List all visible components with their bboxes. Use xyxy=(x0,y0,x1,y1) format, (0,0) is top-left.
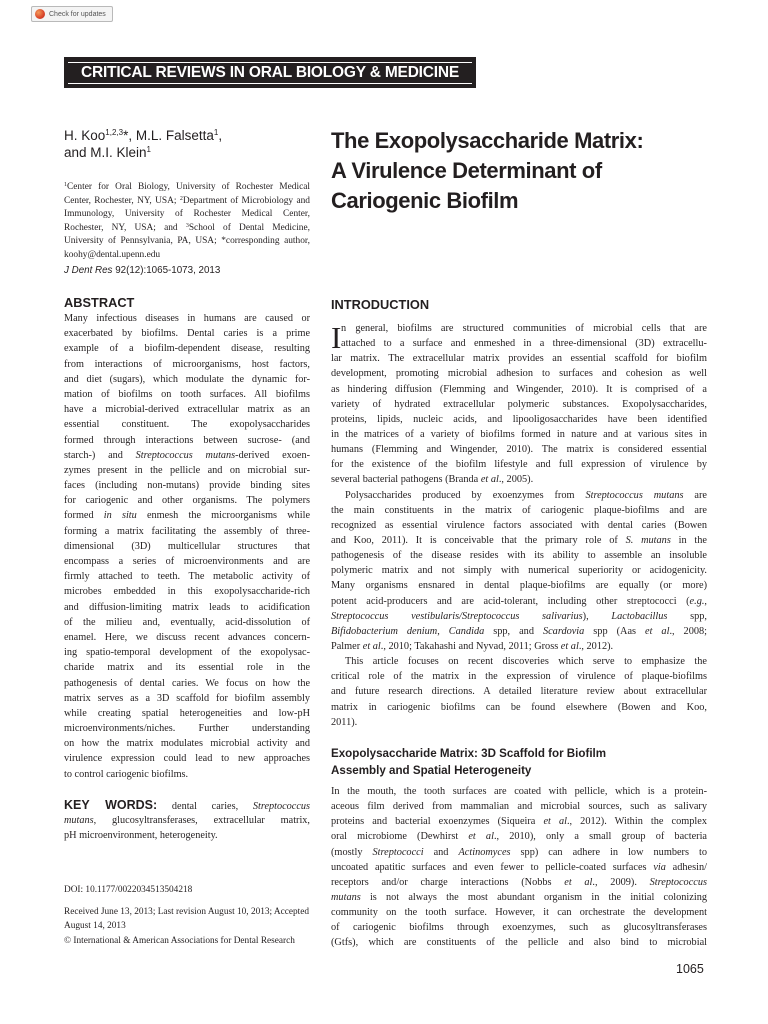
text-line xyxy=(64,478,310,493)
text-segment: enamel. Here, we discuss recent advances concern- xyxy=(64,631,310,643)
text-segment: is not always the most abundant organism in the initial colonizing xyxy=(360,891,707,903)
text-segment: and diet (sugars), which modulate the dynamic for- xyxy=(64,373,310,385)
text-segment: S. mutans xyxy=(625,534,671,546)
keywords-text: pH microenvironment, heterogeneity. xyxy=(64,830,218,842)
text-segment: and Koo, 2011). It is conceivable that the primary role of xyxy=(331,534,626,546)
text-segment: and future research directions. A detailed literature review about extracellular xyxy=(331,686,707,698)
text-line xyxy=(64,615,310,630)
text-line xyxy=(64,341,310,356)
affiliation-text: Department of Microbiology and Immunology, University of Rochester Medical Center, Rochester, NY, USA; and xyxy=(64,195,310,233)
text-line xyxy=(331,457,707,472)
check-for-updates-label: Check for updates xyxy=(49,10,106,18)
text-segment: proteins, lipids, nucleic acids, and lipooligosaccharides have been identified xyxy=(331,413,707,425)
introduction-body xyxy=(331,321,707,730)
text-segment: community on the tooth surface. However, it can orchestrate the development xyxy=(331,907,707,919)
text-segment: aceous film derived from mammalian and microbial sources, such as salivary xyxy=(331,801,707,813)
text-segment: matrix in cariogenic biofilms can be found elsewhere (Bowen and Koo, xyxy=(331,701,707,713)
text-segment: lar matrix. The extracellular matrix provides an essential scaffold for biofilm xyxy=(331,353,707,365)
copyright: © International & American Associations for Dental Research xyxy=(64,936,295,946)
doi: DOI: 10.1177/0022034513504218 xyxy=(64,885,193,895)
text-line xyxy=(64,751,310,766)
affiliation-number: 1 xyxy=(64,182,67,188)
text-segment: have a microbial-derived extracellular matrix as an xyxy=(64,404,310,416)
text-segment: encompass a series of microenvironments and are xyxy=(64,556,310,567)
text-segment: of the milieu and, eventually, acid-dissolution of xyxy=(64,616,310,628)
text-line xyxy=(64,402,310,417)
citation xyxy=(64,265,310,276)
text-line xyxy=(331,609,707,624)
text-segment: et al xyxy=(564,876,593,888)
text-segment: example of a biofilm-dependent disease, resulting xyxy=(64,343,310,355)
crossmark-icon xyxy=(35,9,45,19)
text-segment: via xyxy=(653,861,666,873)
text-segment: Streptococcus vestibularis/Streptococcus salivarius xyxy=(331,610,583,622)
text-segment: microbes embedded in this exopolysaccharide-rich xyxy=(64,586,310,598)
text-segment: spp, xyxy=(667,610,708,622)
text-segment: Streptococcus xyxy=(649,876,707,888)
text-segment: to control cariogenic biofilms. xyxy=(64,768,189,780)
abstract-body xyxy=(64,311,310,782)
text-segment: polymeric matrix and not simply with numerical superiority or acidogenicity. xyxy=(331,565,707,577)
title-line: The Exopolysaccharide Matrix: xyxy=(331,128,644,153)
text-segment: pathogenesis of the disease resides with its ability to assemble an insoluble xyxy=(331,550,707,562)
text-line xyxy=(64,569,310,584)
author-name: *, M.L. Falsetta xyxy=(123,128,214,143)
text-line xyxy=(331,624,707,639)
text-line xyxy=(64,326,310,341)
text-segment: n general, biofilms are structured communities of microbial cells that are xyxy=(341,323,707,334)
article-title xyxy=(331,126,711,216)
text-segment: humans (Flemming and Wingender, 2010). The matrix is considered essential xyxy=(331,444,707,456)
text-segment: spp (Aas xyxy=(584,625,646,637)
text-segment: of cariogenic biofilms through exoenzymes, such as glucosyltransferases xyxy=(331,922,707,934)
text-line xyxy=(331,321,707,336)
text-segment: , xyxy=(704,595,707,607)
text-line xyxy=(331,669,707,684)
text-segment: e.g. xyxy=(689,595,705,607)
text-segment: from interactions of microorganisms, host factors, xyxy=(64,358,310,370)
text-segment: Lactobacillus xyxy=(611,610,668,622)
affiliation-text: Center for Oral Biology, University of Rochester Medical Center, Rochester, NY, USA; xyxy=(64,182,310,206)
text-line xyxy=(331,935,707,950)
text-segment: ., 2012). xyxy=(578,640,614,652)
text-segment: microenvironments/niches. Further understanding xyxy=(64,723,310,735)
text-segment: Scardovia xyxy=(542,625,585,637)
text-segment: dimensional (3D) multicellular structures that xyxy=(64,540,310,552)
text-segment: et al xyxy=(480,474,499,486)
title-line: A Virulence Determinant of xyxy=(331,158,602,183)
check-for-updates-button[interactable] xyxy=(31,6,113,22)
text-segment: ., 2008; xyxy=(669,625,708,637)
drop-cap: I xyxy=(331,320,342,355)
text-segment: mation of biofilms on tooth surfaces. All biofilms xyxy=(64,388,310,400)
text-line xyxy=(331,336,707,351)
text-segment: Palmer xyxy=(331,640,363,652)
affiliation-text: School of Dental Medicine, University of Pennsylvania, PA, USA; *corresponding author, koohy@dental.upenn.edu xyxy=(64,222,310,260)
text-line xyxy=(331,829,707,844)
text-segment: , xyxy=(437,625,449,637)
text-line xyxy=(331,905,707,920)
text-line xyxy=(331,700,707,715)
text-segment: ., 2010; Takahashi and Nyvad, 2011; Gross xyxy=(380,640,561,652)
text-segment: for cariogenic and other organisms. The polymers xyxy=(64,495,310,507)
text-segment: in situ xyxy=(103,510,137,522)
text-segment: Many infectious diseases in humans are caused or xyxy=(64,313,310,324)
text-segment: for the existence of the biofilm lifestyle and full expression of virulence by xyxy=(331,459,707,471)
text-segment: while creating spatial heterogeneities and low-pH xyxy=(64,707,310,719)
text-line xyxy=(64,357,310,372)
keywords-text: , glucosyltransferases, extracellular matrix, xyxy=(93,815,310,827)
abstract-heading: ABSTRACT xyxy=(64,295,135,310)
text-segment: critical role of the matrix in the expression of virulence of plaque-biofilms xyxy=(331,671,707,683)
text-segment: ., 2012). Within the complex xyxy=(566,816,708,828)
author-affiliation-sup: 1,2,3 xyxy=(105,128,124,137)
text-line xyxy=(64,463,310,478)
text-segment: zymes present in the pellicle and on microbial sur- xyxy=(64,464,310,476)
page-number: 1065 xyxy=(676,962,704,976)
text-segment: uncoated apatitic surfaces and even fewer to pellicle-coated surfaces xyxy=(331,861,654,873)
text-segment: in the xyxy=(670,534,708,546)
text-line xyxy=(331,548,707,563)
section-heading-line: Exopolysaccharide Matrix: 3D Scaffold for Biofilm xyxy=(331,747,607,760)
section-body xyxy=(331,784,707,951)
journal-abbreviation: J Dent Res xyxy=(64,265,113,276)
text-segment: in the matrices of a variety of biofilms formed in nature and at various sites in xyxy=(331,428,707,440)
text-segment: proteins and bacterial exoenzymes (Siqueira xyxy=(331,816,544,828)
text-segment: potent acid-producers and are acid-tolerant, including other streptococci ( xyxy=(331,595,690,607)
affiliations xyxy=(64,181,310,263)
section-heading xyxy=(331,745,606,779)
text-line xyxy=(331,412,707,427)
text-segment: Polysaccharides produced by exoenzymes from xyxy=(345,489,586,501)
text-line xyxy=(64,630,310,645)
journal-section-title: CRITICAL REVIEWS IN ORAL BIOLOGY & MEDICINE xyxy=(80,64,460,81)
text-segment: and xyxy=(423,846,459,858)
text-segment: ing spatio-temporal development of the exopolysac- xyxy=(64,647,310,659)
text-segment: ), xyxy=(582,610,612,622)
text-segment: mutans xyxy=(331,891,361,903)
text-line xyxy=(331,488,707,503)
text-segment: In the mouth, the tooth surfaces are coated with pellicle, which is a protein- xyxy=(331,786,707,797)
text-segment: attached to a surface and enmeshed in a three-dimensional (3D) extracellu- xyxy=(341,338,707,350)
text-segment: Streptococcus mutans xyxy=(585,489,684,501)
text-segment: starch-) and xyxy=(64,449,136,461)
author-separator: , xyxy=(218,128,223,143)
text-line xyxy=(331,351,707,366)
text-segment: ., 2009). xyxy=(592,876,650,888)
text-line xyxy=(331,654,707,669)
text-line xyxy=(331,442,707,457)
text-line xyxy=(331,397,707,412)
text-segment: are xyxy=(683,489,707,501)
text-segment: virulence expression could lead to new approaches xyxy=(64,753,310,765)
text-segment: Streptococci xyxy=(372,846,424,858)
text-segment: et al xyxy=(543,816,567,828)
text-segment: several bacterial pathogens (Branda xyxy=(331,474,481,486)
affiliation-number: 2 xyxy=(179,195,183,202)
author-list xyxy=(64,127,314,161)
text-line xyxy=(331,715,707,730)
keywords-heading: KEY WORDS: xyxy=(64,798,158,812)
text-line xyxy=(64,767,310,782)
keywords-text: mutans xyxy=(64,815,94,827)
text-line xyxy=(331,382,707,397)
text-line xyxy=(331,563,707,578)
text-segment: recognized as essential virulence factors associated with dental caries (Bowen xyxy=(331,519,707,531)
text-line xyxy=(331,427,707,442)
text-segment: Actinomyces xyxy=(458,846,511,858)
text-segment: on how the matrix modulates microbial activity and xyxy=(64,738,310,750)
text-segment: and diffusion-limiting matrix leads to acidification xyxy=(64,601,310,613)
text-segment: the main constituents in the matrix of cariogenic plaque-biofilms and are xyxy=(331,504,707,516)
text-line xyxy=(331,920,707,935)
text-segment: et al xyxy=(468,831,494,843)
author-name: H. Koo xyxy=(64,128,106,143)
text-line xyxy=(64,584,310,599)
keywords-text: dental caries, xyxy=(157,801,253,812)
author-name: and M.I. Klein xyxy=(64,145,147,160)
text-line xyxy=(64,706,310,721)
text-segment: essential constituent. The exopolysaccharides xyxy=(64,419,310,431)
text-segment: exacerbated by biofilms. Dental caries is a prime xyxy=(64,328,310,340)
text-line xyxy=(64,493,310,508)
text-segment: enmesh the microorganisms while xyxy=(136,510,310,522)
text-line xyxy=(331,684,707,699)
text-line xyxy=(64,417,310,432)
text-segment: Candida xyxy=(448,625,485,637)
text-segment: formed through interactions between sucrose- (and xyxy=(64,434,310,446)
section-heading-line: Assembly and Spatial Heterogeneity xyxy=(331,764,532,777)
text-line xyxy=(64,387,310,402)
title-line: Cariogenic Biofilm xyxy=(331,188,519,213)
text-line xyxy=(64,600,310,615)
received-dates: Received June 13, 2013; Last revision August 10, 2013; Accepted August 14, 2013 xyxy=(64,907,310,931)
affiliation-number: 3 xyxy=(185,222,189,229)
text-line xyxy=(64,736,310,751)
text-line xyxy=(64,645,310,660)
text-line xyxy=(331,578,707,593)
text-segment: as hindering diffusion (Flemming and Wingender, 2010). It is comprised of a xyxy=(331,383,707,395)
text-line xyxy=(331,875,707,890)
text-line xyxy=(64,554,310,569)
text-segment: ., 2005). xyxy=(498,474,534,486)
text-line xyxy=(331,814,707,829)
text-line xyxy=(64,433,310,448)
text-line xyxy=(331,594,707,609)
text-line xyxy=(64,676,310,691)
text-line xyxy=(64,508,310,523)
text-segment: formed xyxy=(64,510,104,522)
keywords xyxy=(64,798,310,844)
text-segment: forming a matrix facilitating the assembly of three- xyxy=(64,525,310,537)
text-segment: Bifidobacterium denium xyxy=(331,625,438,637)
text-line xyxy=(331,366,707,381)
journal-section-banner xyxy=(64,57,476,88)
text-segment: ., 2010), only a small group of bacteria xyxy=(493,831,707,843)
text-line xyxy=(331,845,707,860)
text-segment: adhesin/ xyxy=(665,861,708,873)
text-line xyxy=(64,372,310,387)
text-line xyxy=(331,518,707,533)
text-segment: firmly attached to teeth. The metabolic activity of xyxy=(64,571,310,583)
author-affiliation-sup: 1 xyxy=(146,145,151,154)
author-affiliation-sup: 1 xyxy=(213,128,219,137)
text-segment: oral microbiome (Dewhirst xyxy=(331,831,469,843)
text-line xyxy=(331,890,707,905)
text-segment: spp, and xyxy=(484,625,543,637)
text-line xyxy=(331,860,707,875)
text-segment: matrix serves as a 3D scaffold for biofilm assembly xyxy=(64,692,310,704)
citation-details: 92(12):1065-1073, 2013 xyxy=(112,265,221,276)
text-segment: charide matrix and its essential role in the xyxy=(64,662,310,674)
text-line xyxy=(64,691,310,706)
text-line xyxy=(331,472,707,487)
text-segment: pathogenesis of dental caries. We focus on how the xyxy=(64,677,310,689)
text-segment: et al xyxy=(645,625,670,637)
text-segment: (Gtfs), which are constituents of the pellicle and also bind to microbial xyxy=(331,937,707,949)
text-line xyxy=(64,524,310,539)
text-line xyxy=(331,784,707,799)
text-segment: receptors and/or charge interactions (Nobbs xyxy=(331,876,565,888)
text-line xyxy=(64,448,310,463)
text-line xyxy=(331,533,707,548)
text-line xyxy=(64,311,310,326)
text-segment: 2011). xyxy=(331,716,358,728)
text-segment: Many organisms ensnared in dental plaque-biofilms are equally (or more) xyxy=(331,580,707,592)
text-segment: This article focuses on recent discoveries which serve to emphasize the xyxy=(345,656,707,668)
text-segment: -derived exoen- xyxy=(235,449,310,461)
text-line xyxy=(64,721,310,736)
keywords-text: Streptococcus xyxy=(252,801,310,812)
text-line xyxy=(331,799,707,814)
text-segment: et al xyxy=(560,640,579,652)
text-segment: variety of hydrated extracellular polymeric substances. Exopolysaccharides, xyxy=(331,398,707,410)
text-line xyxy=(331,639,707,654)
text-line xyxy=(64,660,310,675)
text-segment: faces (including non-mutans) provide binding sites xyxy=(64,480,310,492)
text-segment: Streptococcus mutans xyxy=(135,449,236,461)
text-segment: development, promoting microbial adhesion to surfaces and cohesion as well xyxy=(331,368,707,380)
introduction-heading: INTRODUCTION xyxy=(331,297,430,312)
text-segment: spp) can adhere in low numbers to xyxy=(510,846,708,858)
text-segment: (mostly xyxy=(331,846,373,858)
text-line xyxy=(331,503,707,518)
text-line xyxy=(64,539,310,554)
text-segment: et al xyxy=(362,640,381,652)
